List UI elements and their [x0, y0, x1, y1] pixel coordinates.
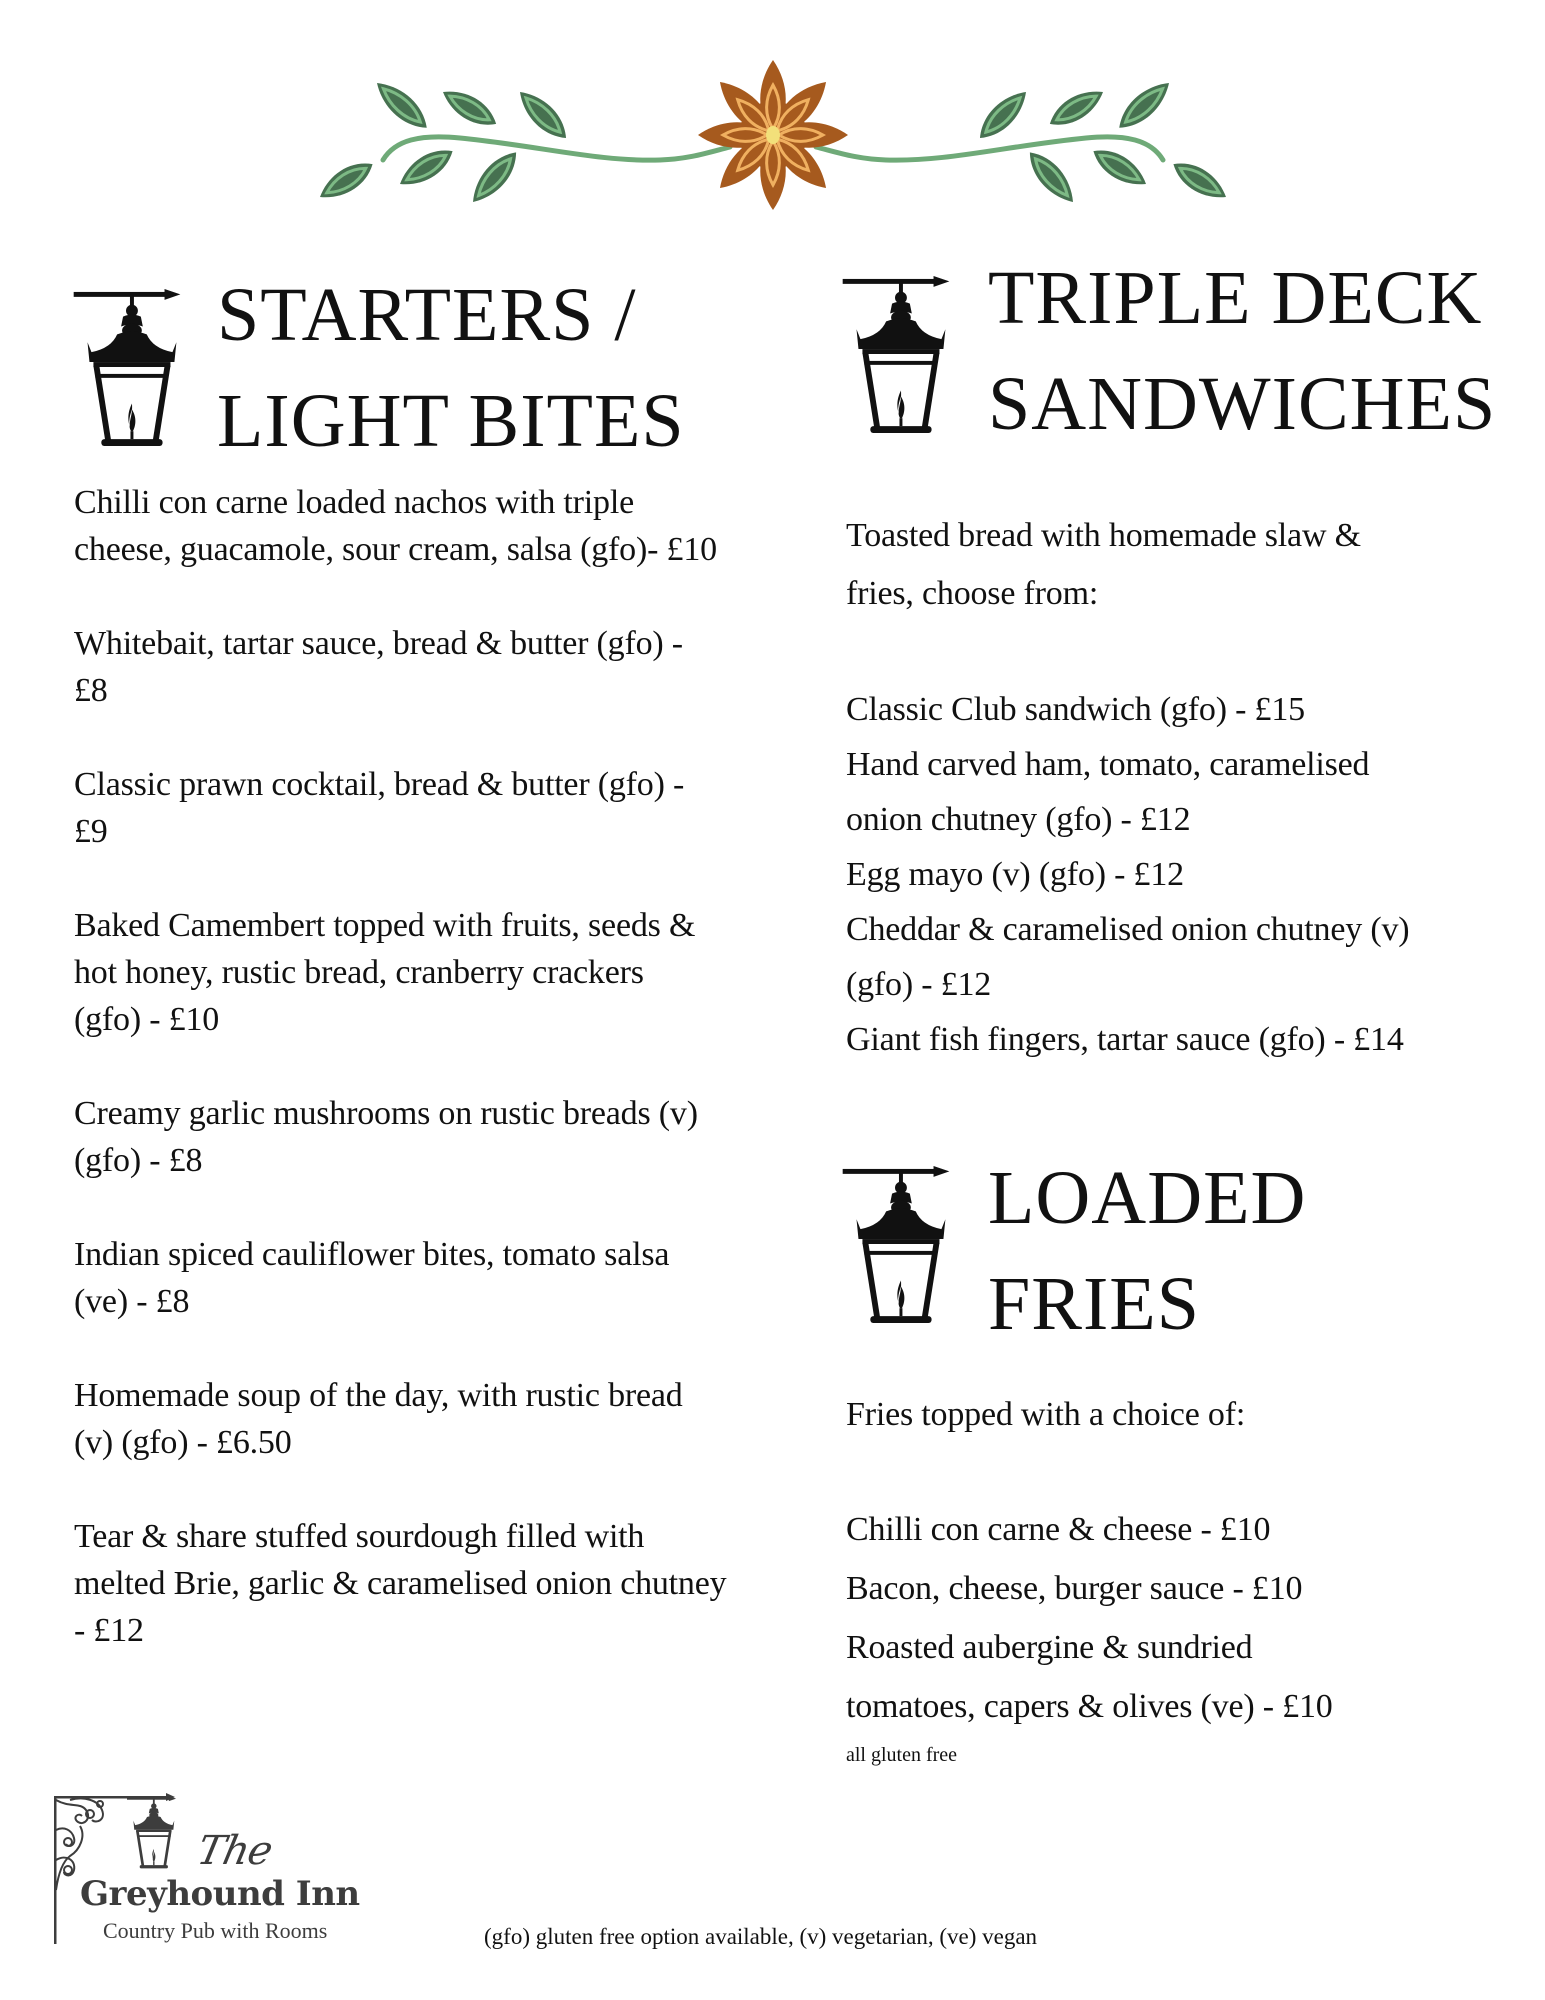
menu-item-line: Roasted aubergine & sundried [846, 1629, 1253, 1666]
heading-line: SANDWICHES [988, 362, 1497, 446]
lantern-icon [842, 1164, 952, 1324]
menu-item [74, 1090, 726, 1184]
sandwiches-heading [988, 245, 1496, 457]
logo-script-the: The [193, 1828, 277, 1874]
menu-item [74, 902, 726, 1043]
menu-item-line: £9 [74, 813, 108, 850]
menu-item-line: (gfo) - £10 [74, 1001, 220, 1038]
menu-item-line: (gfo) - £8 [74, 1142, 203, 1179]
menu-item-line: (v) (gfo) - £6.50 [74, 1424, 292, 1461]
sandwiches-list [846, 682, 1409, 1067]
menu-item-line: Indian spiced cauliflower bites, tomato salsa [74, 1236, 670, 1273]
menu-item-line: hot honey, rustic bread, cranberry crackers [74, 954, 644, 991]
greyhound-inn-logo [50, 1790, 390, 1950]
starters-heading [217, 262, 685, 474]
menu-item-line: Whitebait, tartar sauce, bread & butter (gfo) - [74, 625, 683, 662]
logo-name: Greyhound Inn [80, 1874, 360, 1914]
menu-item-line: Homemade soup of the day, with rustic bread [74, 1377, 683, 1414]
menu-item-line: (ve) - £8 [74, 1283, 190, 1320]
menu-item [74, 1372, 726, 1466]
menu-item [74, 620, 726, 714]
sandwiches-intro [846, 507, 1361, 623]
menu-item-line: Creamy garlic mushrooms on rustic breads (v) [74, 1095, 698, 1132]
menu-item-line: onion chutney (gfo) - £12 [846, 801, 1191, 838]
loaded-fries-intro: Fries topped with a choice of: [846, 1396, 1246, 1433]
menu-item [74, 1513, 726, 1654]
menu-item-line: Baked Camembert topped with fruits, seeds & [74, 907, 696, 944]
lantern-icon [73, 287, 183, 447]
starters-list [74, 479, 726, 1701]
floral-vine-ornament-icon [0, 0, 1545, 240]
menu-item-line: cheese, guacamole, sour cream, salsa (gfo)- £10 [74, 531, 717, 568]
menu-item [74, 479, 726, 573]
heading-line: LIGHT BITES [217, 379, 685, 463]
menu-item-line: tomatoes, capers & olives (ve) - £10 [846, 1688, 1333, 1725]
loaded-fries-heading [988, 1145, 1306, 1357]
dietary-legend: (gfo) gluten free option available, (v) vegetarian, (ve) vegan [484, 1924, 1038, 1949]
menu-item-line: Classic prawn cocktail, bread & butter (gfo) - [74, 766, 685, 803]
menu-item-line: Giant fish fingers, tartar sauce (gfo) - £14 [846, 1021, 1404, 1058]
menu-item-line: Cheddar & caramelised onion chutney (v) [846, 911, 1410, 948]
menu-item-line: £8 [74, 672, 108, 709]
menu-item-line: - £12 [74, 1612, 144, 1649]
menu-item-line: Bacon, cheese, burger sauce - £10 [846, 1570, 1303, 1607]
menu-item-line: melted Brie, garlic & caramelised onion chutney [74, 1565, 727, 1602]
menu-item-line: Classic Club sandwich (gfo) - £15 [846, 691, 1305, 728]
heading-line: STARTERS / [217, 273, 637, 357]
menu-item-line: (gfo) - £12 [846, 966, 992, 1003]
heading-line: TRIPLE DECK [988, 256, 1483, 340]
menu-item-line: Hand carved ham, tomato, caramelised [846, 746, 1370, 783]
lantern-icon [127, 1794, 177, 1870]
gluten-free-note: all gluten free [846, 1744, 958, 1766]
menu-item-line: Chilli con carne loaded nachos with triple [74, 484, 634, 521]
heading-line: LOADED [988, 1156, 1307, 1240]
heading-line: FRIES [988, 1262, 1200, 1346]
lantern-icon [842, 274, 952, 434]
menu-item-line: Tear & share stuffed sourdough filled with [74, 1518, 645, 1555]
menu-item-line: Chilli con carne & cheese - £10 [846, 1511, 1271, 1548]
loaded-fries-list [846, 1500, 1333, 1736]
intro-line: Toasted bread with homemade slaw & [846, 517, 1361, 554]
intro-line: fries, choose from: [846, 575, 1099, 612]
logo-tagline: Country Pub with Rooms [103, 1918, 328, 1943]
menu-item [74, 1231, 726, 1325]
menu-item [74, 761, 726, 855]
menu-item-line: Egg mayo (v) (gfo) - £12 [846, 856, 1184, 893]
